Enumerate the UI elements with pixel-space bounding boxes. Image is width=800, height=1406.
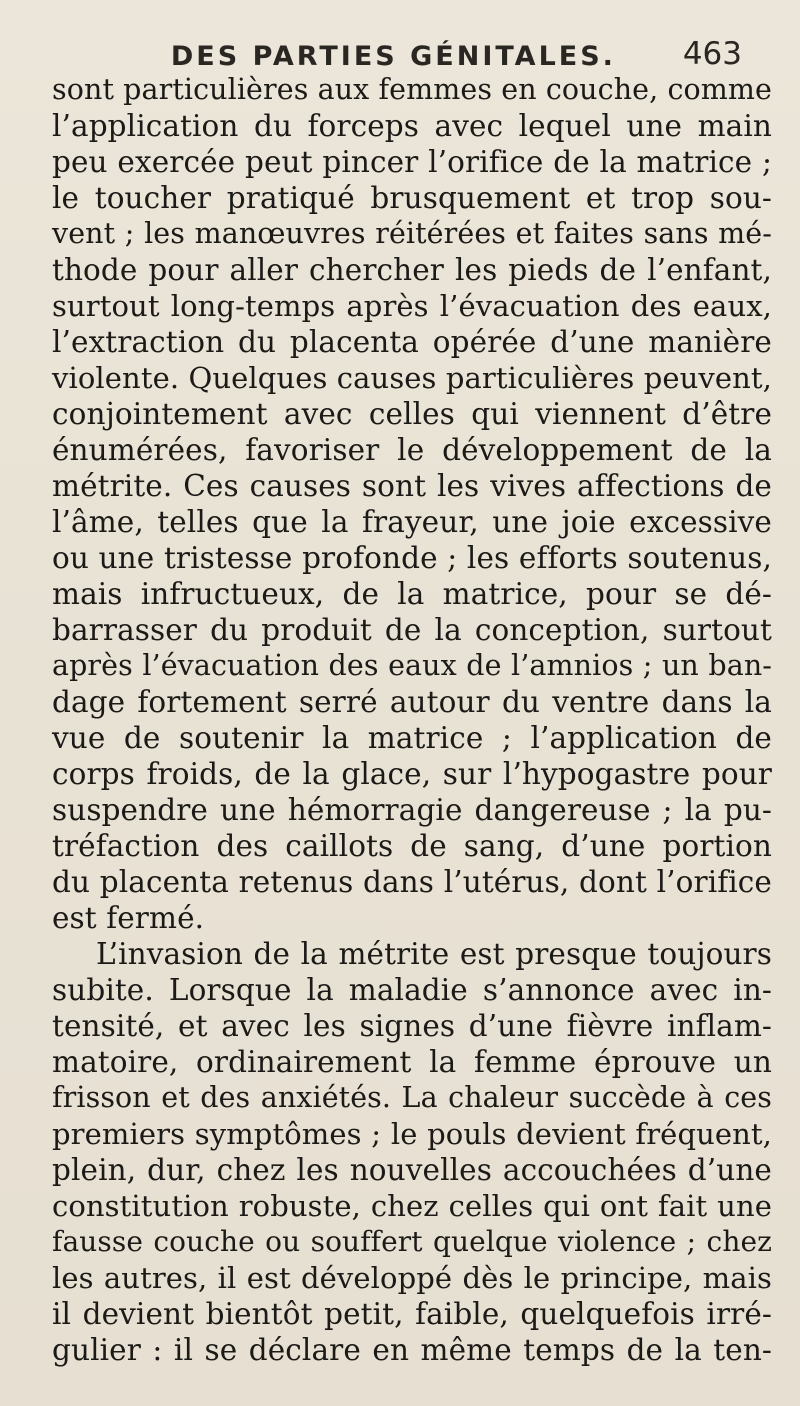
text-line: les autres, il est développé dès le principe, mais xyxy=(52,1261,772,1295)
text-line: thode pour aller chercher les pieds de l’enfant, xyxy=(52,253,772,287)
text-line: matoire, ordinairement la femme éprouve un xyxy=(52,1045,772,1079)
text-line: violente. Quelques causes particulières peuvent, xyxy=(52,361,772,395)
text-line: surtout long-temps après l’évacuation des eaux, xyxy=(52,289,772,323)
text-line: corps froids, de la glace, sur l’hypogastre pour xyxy=(52,757,772,791)
text-line: métrite. Ces causes sont les vives affections de xyxy=(52,469,772,503)
page-number: 463 xyxy=(682,36,742,72)
text-line: l’âme, telles que la frayeur, une joie excessive xyxy=(52,505,772,539)
text-line: l’application du forceps avec lequel une main xyxy=(52,109,772,143)
text-line: mais infructueux, de la matrice, pour se dé- xyxy=(52,577,772,611)
text-line: du placenta retenus dans l’utérus, dont l’orifice xyxy=(52,865,772,899)
text-line: gulier : il se déclare en même temps de la ten- xyxy=(52,1333,772,1367)
text-line: suspendre une hémorragie dangereuse ; la pu- xyxy=(52,793,772,827)
text-line: tensité, et avec les signes d’une fièvre inflam- xyxy=(52,1009,772,1043)
text-line: subite. Lorsque la maladie s’annonce avec in- xyxy=(52,973,772,1007)
page-header xyxy=(112,20,742,72)
body-text xyxy=(52,72,772,1368)
text-line: dage fortement serré autour du ventre dans la xyxy=(52,685,772,719)
text-line: ou une tristesse profonde ; les efforts soutenus, xyxy=(52,541,772,575)
text-line: tréfaction des caillots de sang, d’une portion xyxy=(52,829,772,863)
text-line: vent ; les manœuvres réitérées et faites sans mé- xyxy=(52,217,772,250)
text-line: fausse couche ou souffert quelque violence ; chez xyxy=(52,1225,772,1258)
text-line: sont particulières aux femmes en couche, comme xyxy=(52,73,772,106)
text-line: constitution robuste, chez celles qui ont fait une xyxy=(52,1189,772,1223)
text-line: plein, dur, chez les nouvelles accouchées d’une xyxy=(52,1153,772,1187)
text-line: l’extraction du placenta opérée d’une manière xyxy=(52,325,772,359)
text-line: le toucher pratiqué brusquement et trop sou- xyxy=(52,181,772,215)
text-line: énumérées, favoriser le développement de la xyxy=(52,433,772,467)
paragraph-start-line: L’invasion de la métrite est presque toujours xyxy=(96,937,772,971)
text-line: conjointement avec celles qui viennent d’être xyxy=(52,397,772,431)
paragraph-end-line: est fermé. xyxy=(52,901,205,935)
text-line: peu exercée peut pincer l’orifice de la matrice ; xyxy=(52,145,772,179)
text-line: il devient bientôt petit, faible, quelquefois irré- xyxy=(52,1297,772,1331)
text-line: premiers symptômes ; le pouls devient fréquent, xyxy=(52,1117,772,1151)
text-line: frisson et des anxiétés. La chaleur succède à ces xyxy=(52,1081,772,1114)
text-line: barrasser du produit de la conception, surtout xyxy=(52,613,772,647)
text-line: vue de soutenir la matrice ; l’application de xyxy=(52,721,772,755)
running-title: DES PARTIES GÉNITALES. xyxy=(170,41,616,72)
text-line: après l’évacuation des eaux de l’amnios ; un ban- xyxy=(52,649,772,682)
